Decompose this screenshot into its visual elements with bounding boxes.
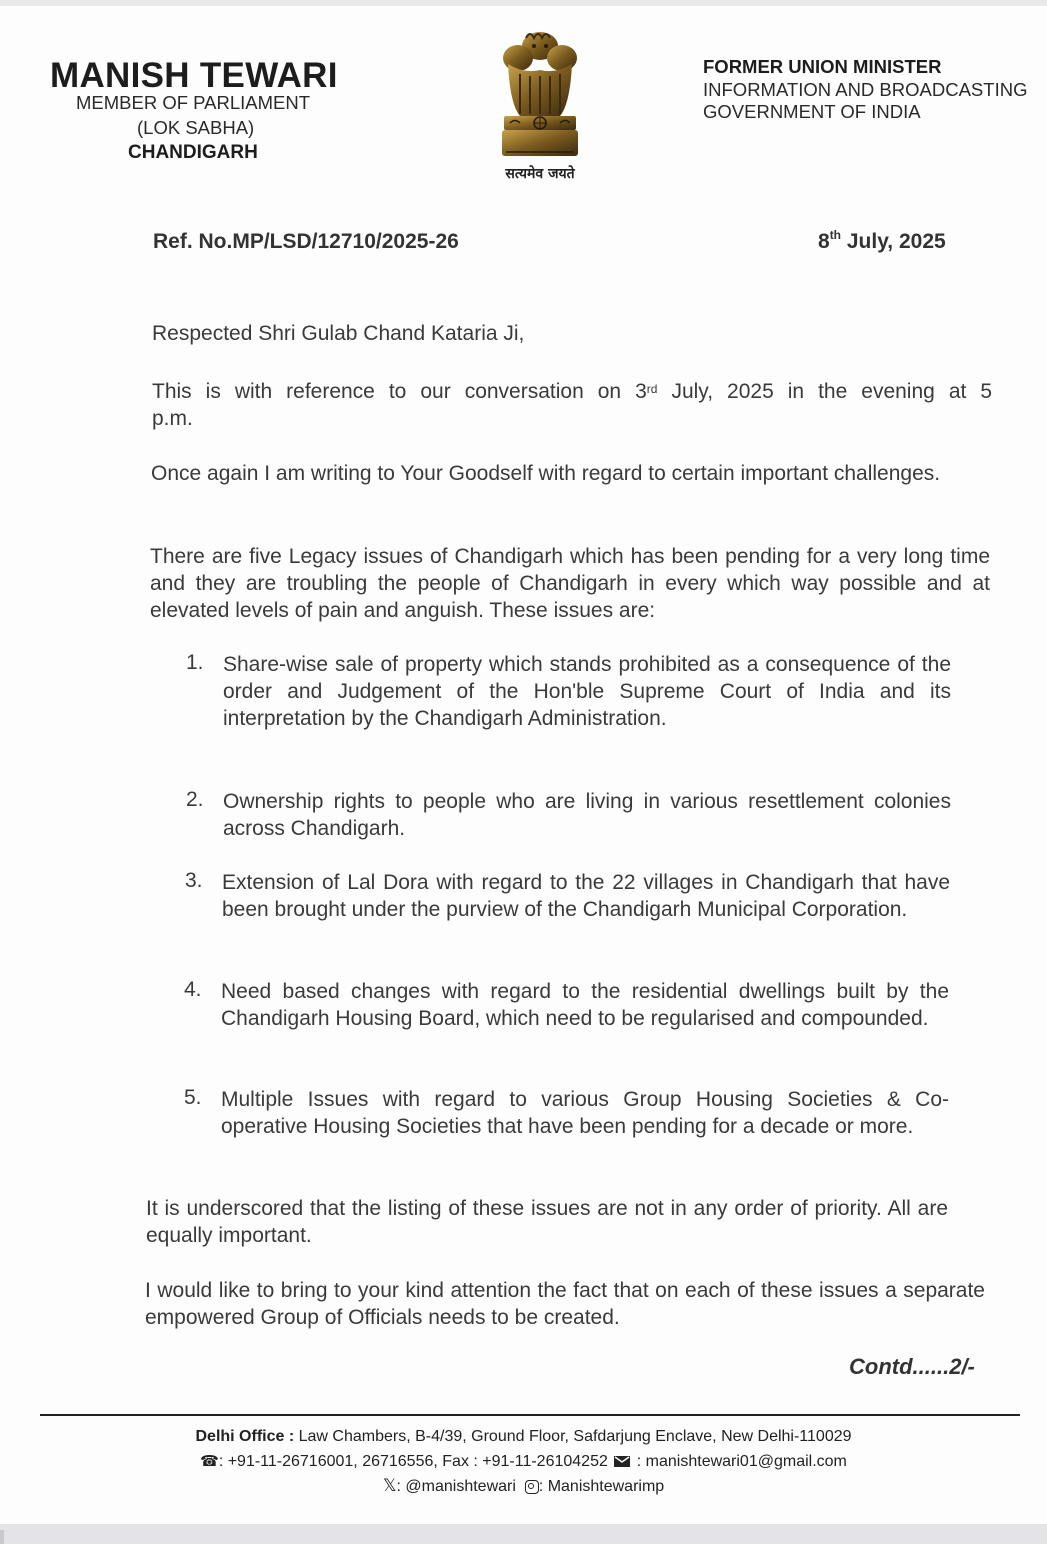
phone-numbers: : +91-11-26716001, 26716556, Fax : +91-11-26104252 — [218, 1453, 608, 1470]
emblem-motto: सत्यमेव जयते — [505, 166, 575, 182]
instagram-icon — [525, 1480, 539, 1494]
x-handle: : @manishtewari — [396, 1478, 516, 1495]
footer-social — [0, 1476, 1047, 1496]
list-text: Share-wise sale of property which stands prohibited as a consequence of the order and Judgement of the Hon'ble Supreme Court of India and its interpretation by the Chandigarh Administration. — [223, 653, 951, 730]
former-ministry: INFORMATION AND BROADCASTING — [703, 79, 1028, 100]
continued-marker: Contd......2/- — [849, 1354, 975, 1379]
paragraph-writing-again: Once again I am writing to Your Goodself with regard to certain important challenges. — [151, 462, 941, 485]
sender-designation: MEMBER OF PARLIAMENT — [76, 92, 311, 113]
instagram-handle: : Manishtewarimp — [538, 1478, 665, 1495]
paragraph-officials: I would like to bring to your kind attention the fact that on each of these issues a separate empowered Group of Officials needs to be created. — [145, 1279, 985, 1329]
sender-name: MANISH TEWARI — [50, 56, 338, 95]
paragraph-legacy-issues: There are five Legacy issues of Chandigarh which has been pending for a very long time and they are troubling the people of Chandigarh in every which way possible and at elevated levels of pain and anguish. These issues are: — [150, 545, 990, 622]
reference-number: Ref. No.MP/LSD/12710/2025-26 — [153, 230, 459, 253]
x-icon: 𝕏 — [382, 1476, 397, 1495]
footer-office — [0, 1428, 1047, 1446]
list-number: 3. — [185, 869, 203, 892]
national-emblem-icon — [490, 24, 590, 184]
list-text: Multiple Issues with regard to various Group Housing Societies & Co-operative Housing Societies that have been pending for a decade or more. — [221, 1088, 949, 1138]
former-title: FORMER UNION MINISTER — [703, 56, 942, 77]
paragraph-conversation-reference: This is with reference to our conversation on 3rd July, 2025 in the evening at 5 p.m. — [152, 380, 992, 430]
office-label: Delhi Office : — [195, 1428, 295, 1445]
email-icon — [614, 1456, 630, 1467]
list-number: 2. — [186, 788, 204, 811]
email-address: : manishtewari01@gmail.com — [632, 1453, 847, 1470]
footer-contact — [0, 1452, 1047, 1471]
letter-date: 8th July, 2025 — [818, 228, 946, 253]
list-text: Ownership rights to people who are living in various resettlement colonies across Chandigarh. — [223, 790, 951, 840]
list-text: Extension of Lal Dora with regard to the 22 villages in Chandigarh that have been brought under the purview of the Chandigarh Municipal Corporation. — [222, 871, 950, 921]
list-number: 1. — [186, 651, 204, 674]
list-number: 5. — [184, 1086, 202, 1109]
phone-icon: ☎ — [200, 1453, 219, 1470]
list-text: Need based changes with regard to the residential dwellings built by the Chandigarh Housing Board, which need to be regularised and compounded. — [221, 980, 949, 1030]
footer-divider — [40, 1414, 1020, 1416]
salutation: Respected Shri Gulab Chand Kataria Ji, — [152, 322, 525, 345]
list-number: 4. — [184, 978, 202, 1001]
sender-constituency: CHANDIGARH — [128, 142, 258, 163]
sender-house: (LOK SABHA) — [137, 117, 255, 138]
scan-bottom-edge — [0, 1524, 1047, 1544]
former-government: GOVERNMENT OF INDIA — [703, 101, 921, 122]
office-address: Law Chambers, B-4/39, Ground Floor, Safdarjung Enclave, New Delhi-110029 — [294, 1428, 852, 1445]
paragraph-priority: It is underscored that the listing of these issues are not in any order of priority. All are equally important. — [146, 1197, 948, 1247]
letter-page — [0, 6, 1047, 1524]
